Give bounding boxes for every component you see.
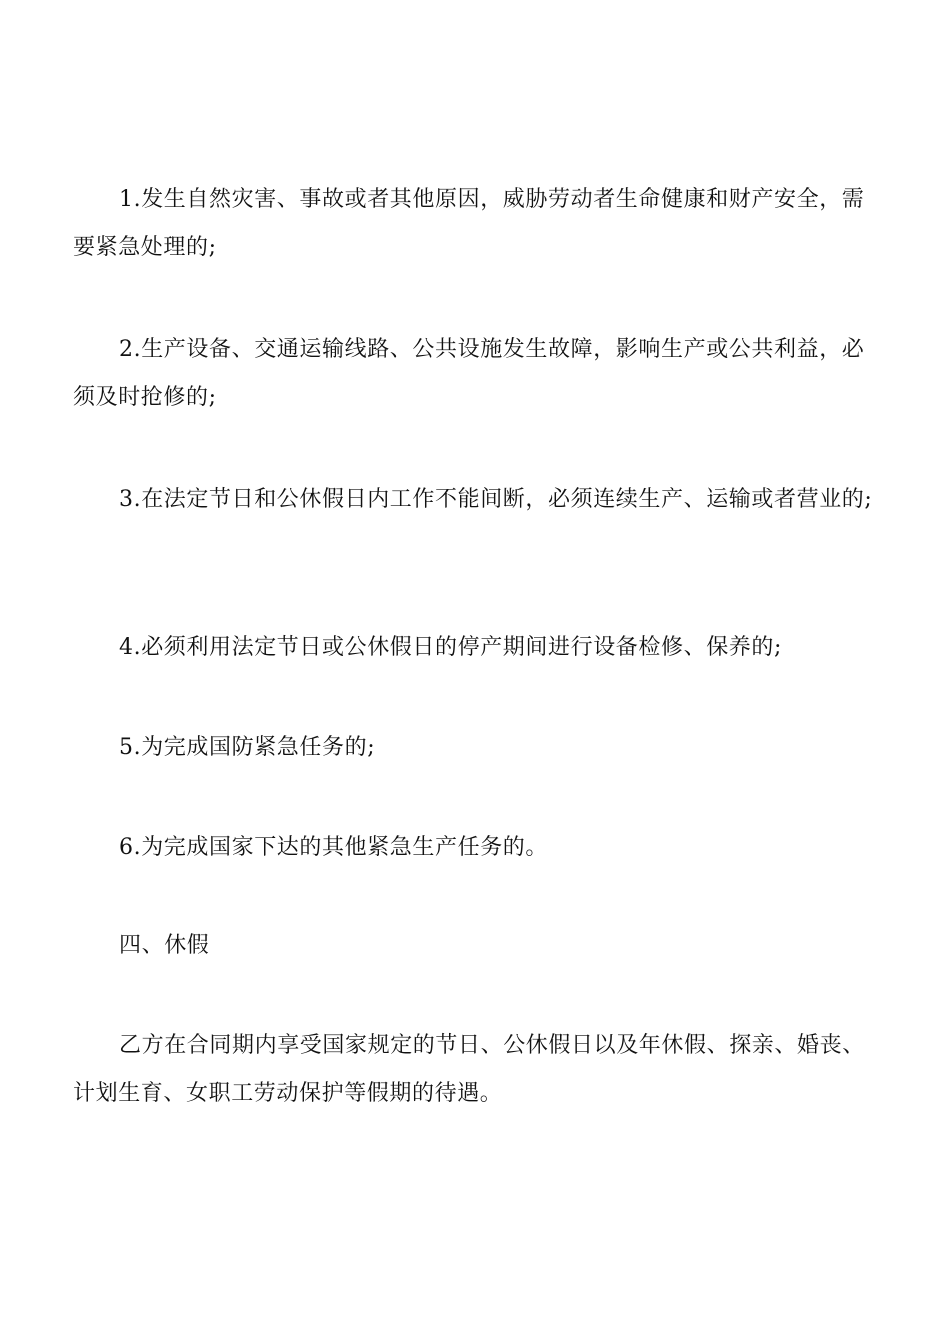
section-body-paragraph: 乙方在合同期内享受国家规定的节日、公休假日以及年休假、探亲、婚丧、计划生育、女职工劳动保护等假期的待遇。 (73, 1033, 865, 1106)
list-item-2: 2.生产设备、交通运输线路、公共设施发生故障，影响生产或公共利益，必须及时抢修的; (73, 337, 865, 410)
list-item-1: 1.发生自然灾害、事故或者其他原因，威胁劳动者生命健康和财产安全，需要紧急处理的; (73, 187, 865, 260)
section-heading: 四、休假 (119, 933, 210, 958)
list-item-3: 3.在法定节日和公休假日内工作不能间断，必须连续生产、运输或者营业的; (119, 487, 873, 512)
list-item-4: 4.必须利用法定节日或公休假日的停产期间进行设备检修、保养的; (119, 635, 783, 660)
list-item-6: 6.为完成国家下达的其他紧急生产任务的。 (119, 835, 548, 860)
list-item-5: 5.为完成国防紧急任务的; (119, 735, 376, 760)
